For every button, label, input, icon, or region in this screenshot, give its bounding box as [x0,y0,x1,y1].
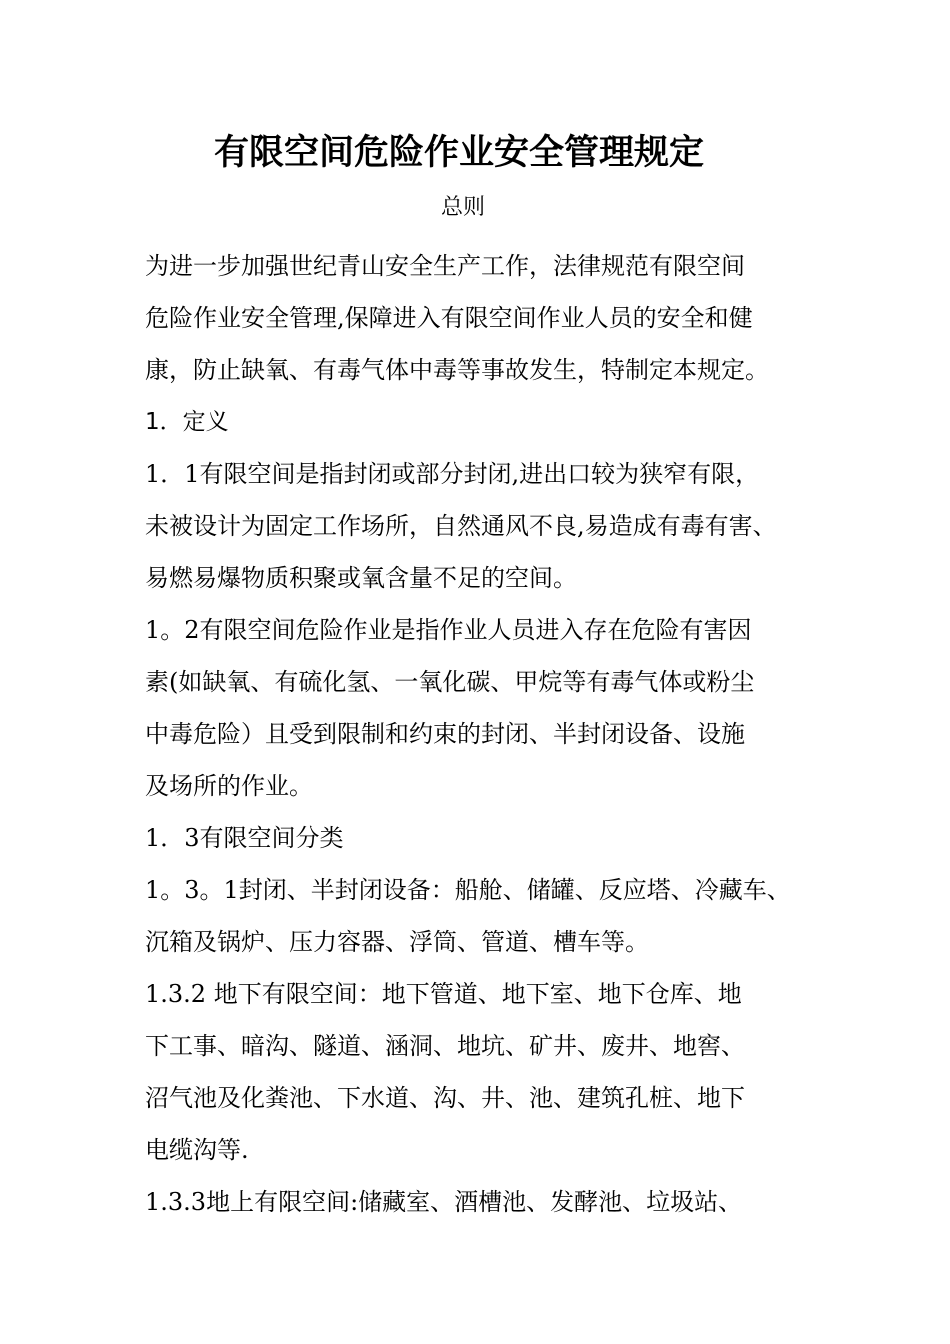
paragraph-1-3-2 [145,968,835,1176]
text-line: 1．3有限空间分类 [145,824,344,852]
text-line: 1。2有限空间危险作业是指作业人员进入存在危险有害因 [145,616,752,644]
text-line: 下工事、暗沟、隧道、涵洞、地坑、矿井、废井、地窖、 [145,1032,745,1060]
text-line: 1.3.3地上有限空间:储藏室、酒槽池、发酵池、垃圾站、 [145,1188,743,1216]
text-line: 1.3.2 地下有限空间：地下管道、地下室、地下仓库、地 [145,980,742,1008]
text-line: 1．1有限空间是指封闭或部分封闭,进出口较为狭窄有限， [145,460,760,488]
text-line: 未被设计为固定工作场所，自然通风不良,易造成有毒有害、 [145,512,777,540]
text-line: 沉箱及锅炉、压力容器、浮筒、管道、槽车等。 [145,928,649,956]
document-body [145,240,835,1228]
paragraph-1-3-3 [145,1176,835,1228]
section-title: 总则 [440,195,485,220]
text-line: 素(如缺氧、有硫化氢、一氧化碳、甲烷等有毒气体或粉尘 [145,668,755,696]
paragraph-intro [145,240,835,396]
text-line: 易燃易爆物质积聚或氧含量不足的空间。 [145,564,577,592]
document-title: 有限空间危险作业安全管理规定 [213,133,704,173]
heading-definition [145,396,835,448]
text-line: 1。3。1封闭、半封闭设备：船舱、储罐、反应塔、冷藏车、 [145,876,791,904]
paragraph-1-3 [145,812,835,864]
text-line: 电缆沟等. [145,1136,249,1164]
text-line: 为进一步加强世纪青山安全生产工作，法律规范有限空间 [145,252,745,280]
text-line: 危险作业安全管理,保障进入有限空间作业人员的安全和健 [145,304,753,332]
text-line: 康，防止缺氧、有毒气体中毒等事故发生，特制定本规定。 [145,356,769,384]
paragraph-1-2 [145,604,835,812]
text-line: 沼气池及化粪池、下水道、沟、井、池、建筑孔桩、地下 [145,1084,745,1112]
text-line: 1．定义 [145,409,229,435]
text-line: 及场所的作业。 [145,772,313,800]
text-line: 中毒危险）且受到限制和约束的封闭、半封闭设备、设施 [145,720,745,748]
paragraph-1-1 [145,448,835,604]
paragraph-1-3-1 [145,864,835,968]
